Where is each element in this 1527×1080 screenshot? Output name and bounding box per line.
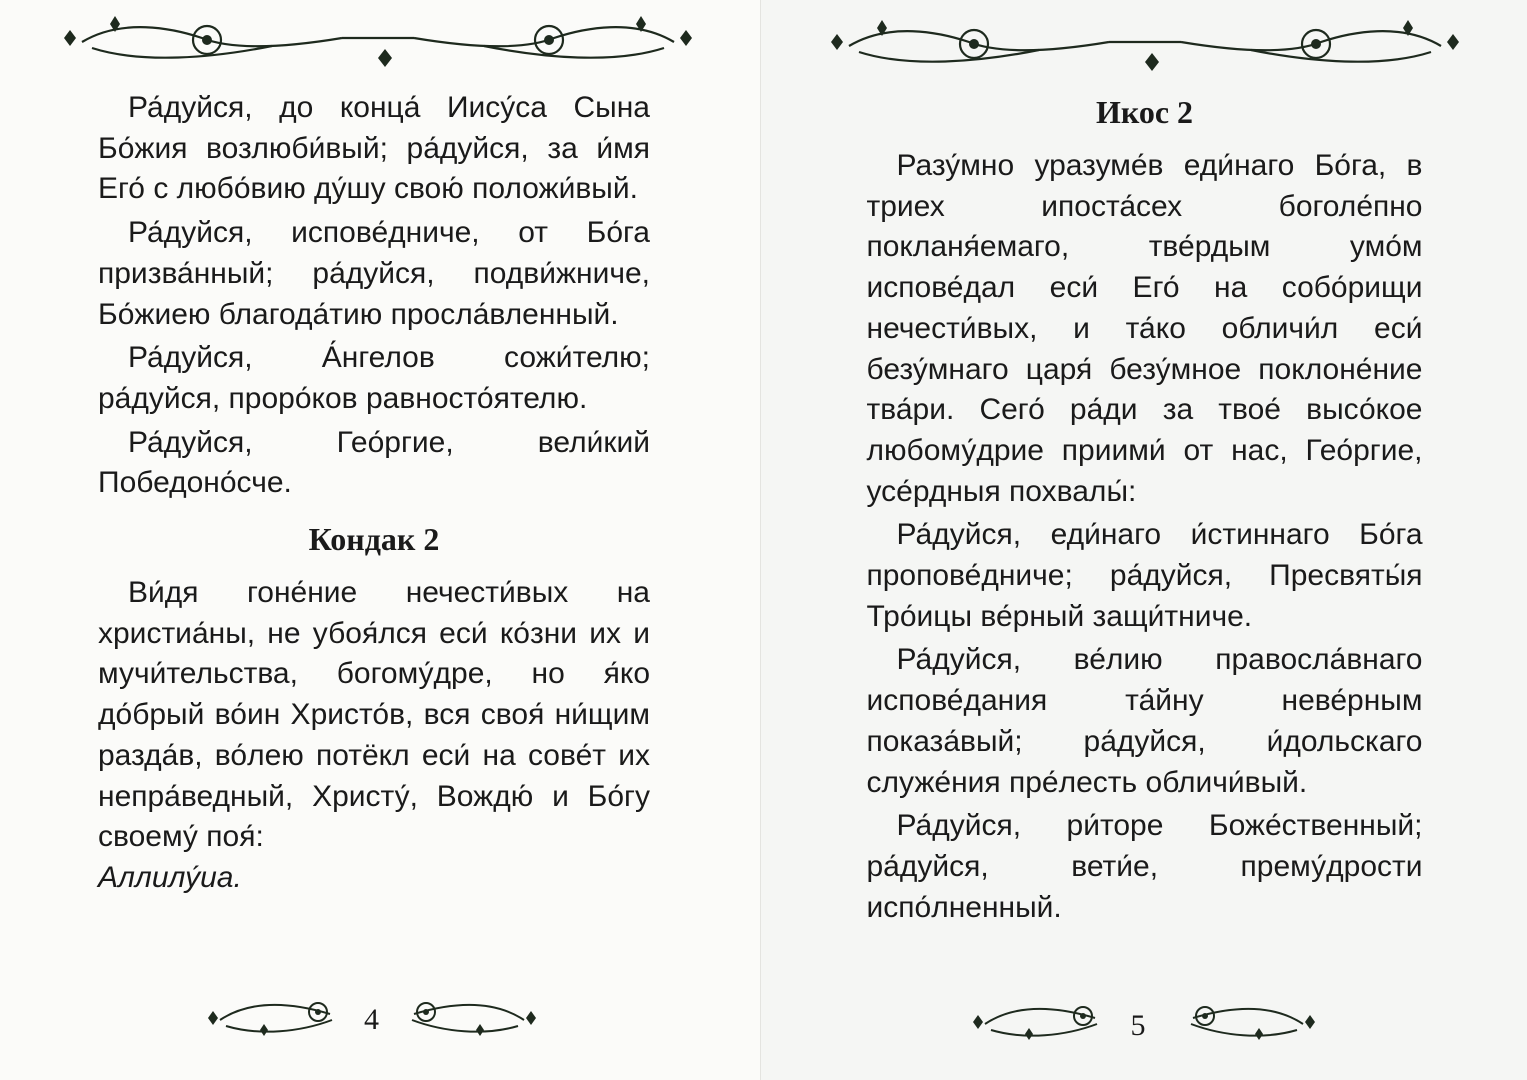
right-text-block [867, 92, 1423, 928]
paragraph: Ра́дуйся, А́нгелов сожи́телю; ра́дуйся, проро́ков равносто́ятелю. [98, 341, 650, 415]
bottom-floral-ornament-icon [394, 996, 544, 1040]
paragraph: Ра́дуйся, до конца́ Иису́са Сына Бо́жия возлюби́вый; ра́дуйся, за и́мя Его́ с любо́вию ду́шу свою́ положи́вый. [98, 91, 650, 206]
paragraph: Ра́дуйся, испове́дниче, от Бо́га призва́нный; ра́дуйся, подви́жниче, Бо́жиею благода́тию просла́вленный. [98, 216, 650, 331]
alleluia-line: Аллилу́иа. [98, 860, 242, 894]
bottom-floral-ornament-icon [200, 996, 350, 1040]
paragraph: Ра́дуйся, ве́лию правосла́внаго испове́дания та́йну неве́рным показа́вый; ра́дуйся, и́дольскаго служе́ния пре́лесть обличи́вый. [866, 643, 1423, 799]
top-floral-ornament-icon [819, 12, 1471, 84]
page-number: 5 [1130, 1009, 1146, 1042]
paragraph: Ра́дуйся, ри́торе Боже́ственный; ра́дуйся, вети́е, прему́дрости испо́лненный. [866, 809, 1423, 924]
right-page [760, 0, 1527, 1080]
paragraph: Ра́дуйся, еди́наго и́стиннаго Бо́га пропове́дниче; ра́дуйся, Пресвяты́я Тро́ицы ве́рный защи́тниче. [866, 518, 1423, 633]
left-page [0, 0, 760, 1080]
section-heading: Кондак 2 [308, 521, 440, 558]
page-number: 4 [364, 1003, 379, 1036]
paragraph: Разу́мно уразуме́в еди́наго Бо́га, в триех ипоста́сех боголе́пно покланя́емаго, тве́рдым умо́м испове́дал еси́ Его́ на собо́рищи нечести́вых, и та́ко обличи́л еси́ безу́мнаго царя́ безу́мное поклоне́ние тва́ри. Сего́ ра́ди за твое́ высо́кое любому́дрие приими́ от нас, Гео́ргие, усе́рдныя похвалы́: [866, 149, 1423, 508]
bottom-floral-ornament-icon [965, 1000, 1115, 1044]
bottom-floral-ornament-icon [1173, 1000, 1323, 1044]
section-heading: Икос 2 [1095, 94, 1194, 130]
left-text-block [98, 88, 650, 899]
paragraph: Ви́дя гоне́ние нечести́вых на христиа́ны, не убоя́лся еси́ ко́зни их и мучи́тельства, богому́дре, но я́ко до́брый во́ин Христо́в, вся своя́ ни́щим разда́в, во́лею потёкл еси́ на сове́т их непра́ведный, Христу́, Вождю́ и Бо́гу своему́ поя́: [98, 576, 650, 854]
top-floral-ornament-icon [52, 8, 704, 80]
paragraph: Ра́дуйся, Гео́ргие, вели́кий Победоно́сче. [98, 425, 650, 500]
